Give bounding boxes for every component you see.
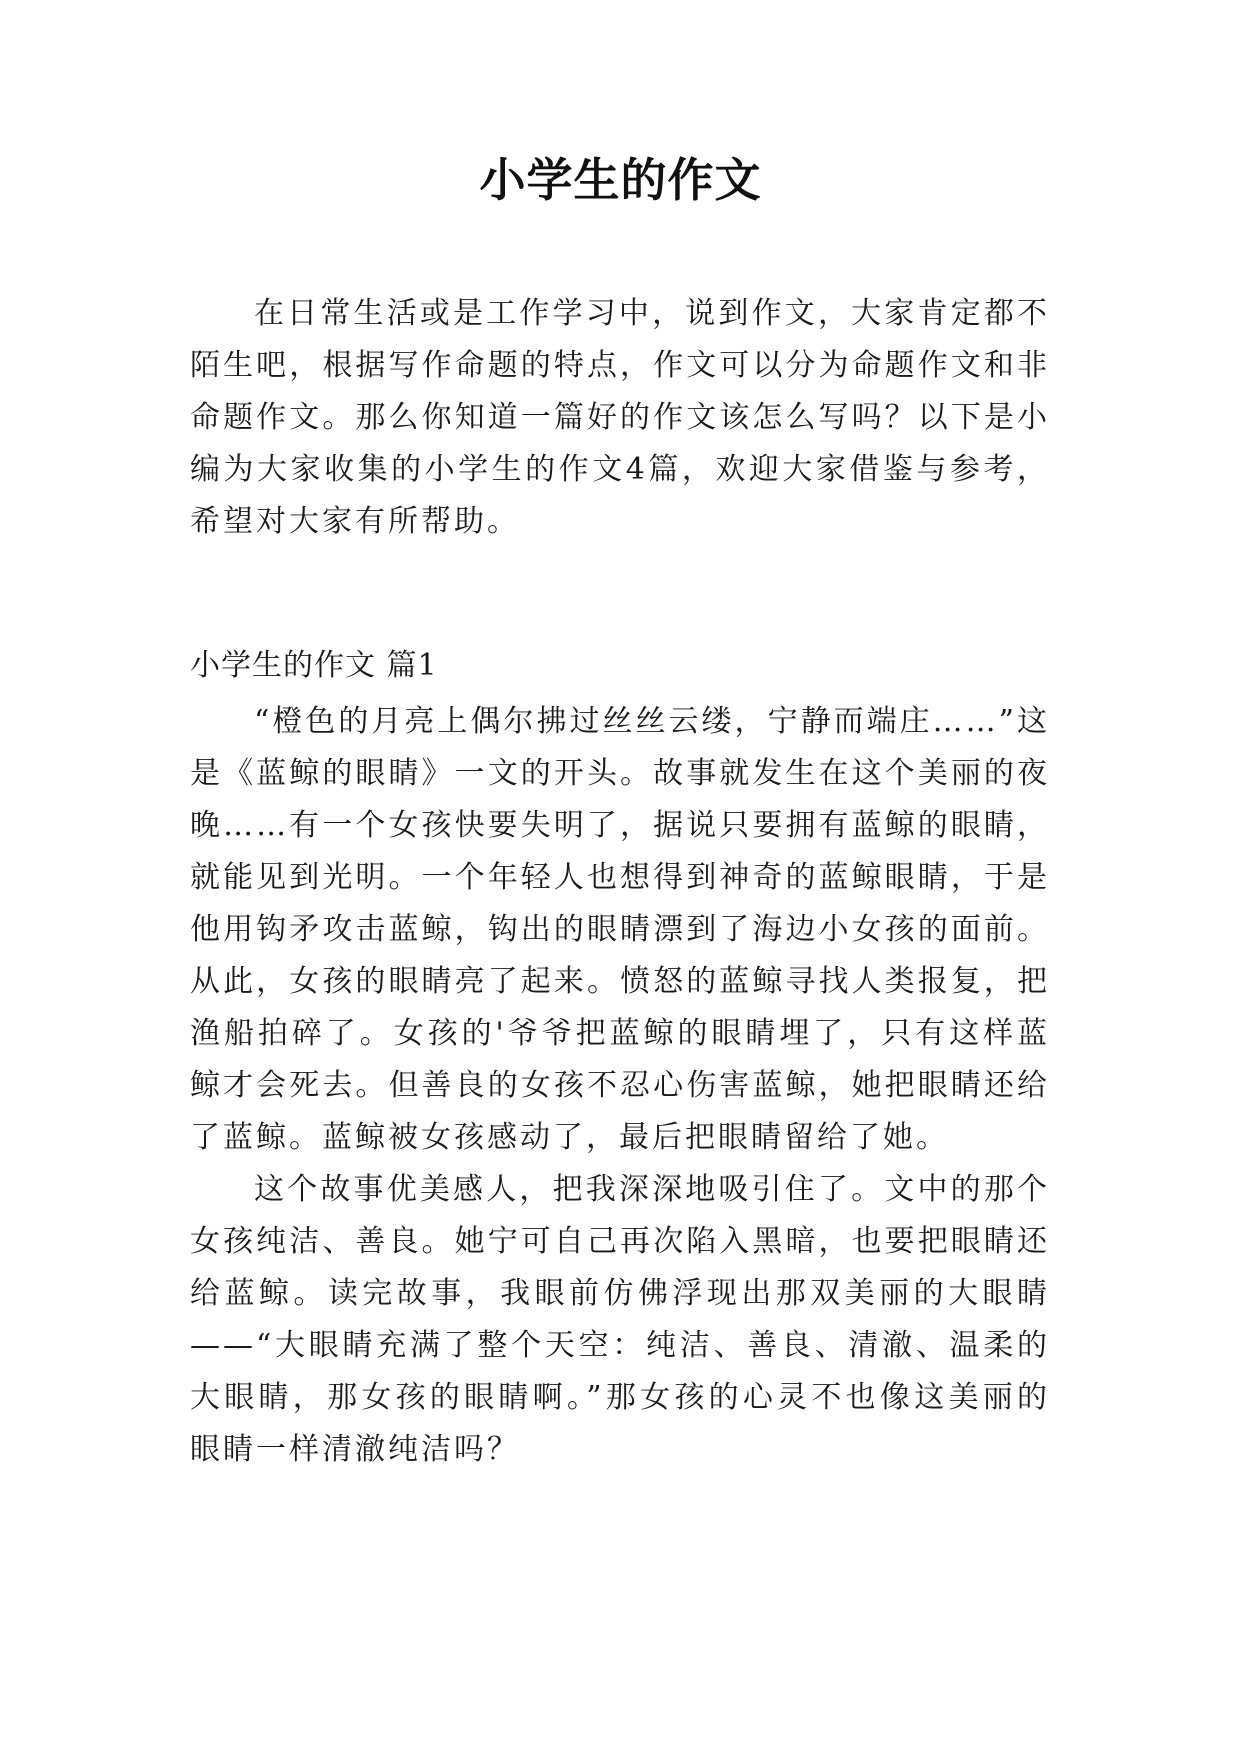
body-paragraph: 这个故事优美感人，把我深深地吸引住了。文中的那个女孩纯洁、善良。她宁可自己再次陷入黑暗，也要把眼睛还给蓝鲸。读完故事，我眼前仿佛浮现出那双美丽的大眼睛——“大眼睛充满了整个天空：纯洁、善良、清澈、温柔的大眼睛，那女孩的眼睛啊。”那女孩的心灵不也像这美丽的眼睛一样清澈纯洁吗？ [190, 1172, 1050, 1467]
document-title: 小学生的作文 [479, 153, 762, 207]
intro-paragraph: 在日常生活或是工作学习中，说到作文，大家肯定都不陌生吧，根据写作命题的特点，作文可以分为命题作文和非命题作文。那么你知道一篇好的作文该怎么写吗？以下是小编为大家收集的小学生的作文4篇，欢迎大家借鉴与参考，希望对大家有所帮助。 [190, 296, 1050, 539]
section-body [190, 696, 1050, 1476]
section-heading: 小学生的作文 篇1 [190, 648, 438, 683]
body-paragraph: “橙色的月亮上偶尔拂过丝丝云缕，宁静而端庄……”这是《蓝鲸的眼睛》一文的开头。故事就发生在这个美丽的夜晚……有一个女孩快要失明了，据说只要拥有蓝鲸的眼睛，就能见到光明。一个年轻人也想得到神奇的蓝鲸眼睛，于是他用钩矛攻击蓝鲸，钩出的眼睛漂到了海边小女孩的面前。从此，女孩的眼睛亮了起来。愤怒的蓝鲸寻找人类报复，把渔船拍碎了。女孩的'爷爷把蓝鲸的眼睛埋了，只有这样蓝鲸才会死去。但善良的女孩不忍心伤害蓝鲸，她把眼睛还给了蓝鲸。蓝鲸被女孩感动了，最后把眼睛留给了她。 [190, 704, 1050, 1155]
